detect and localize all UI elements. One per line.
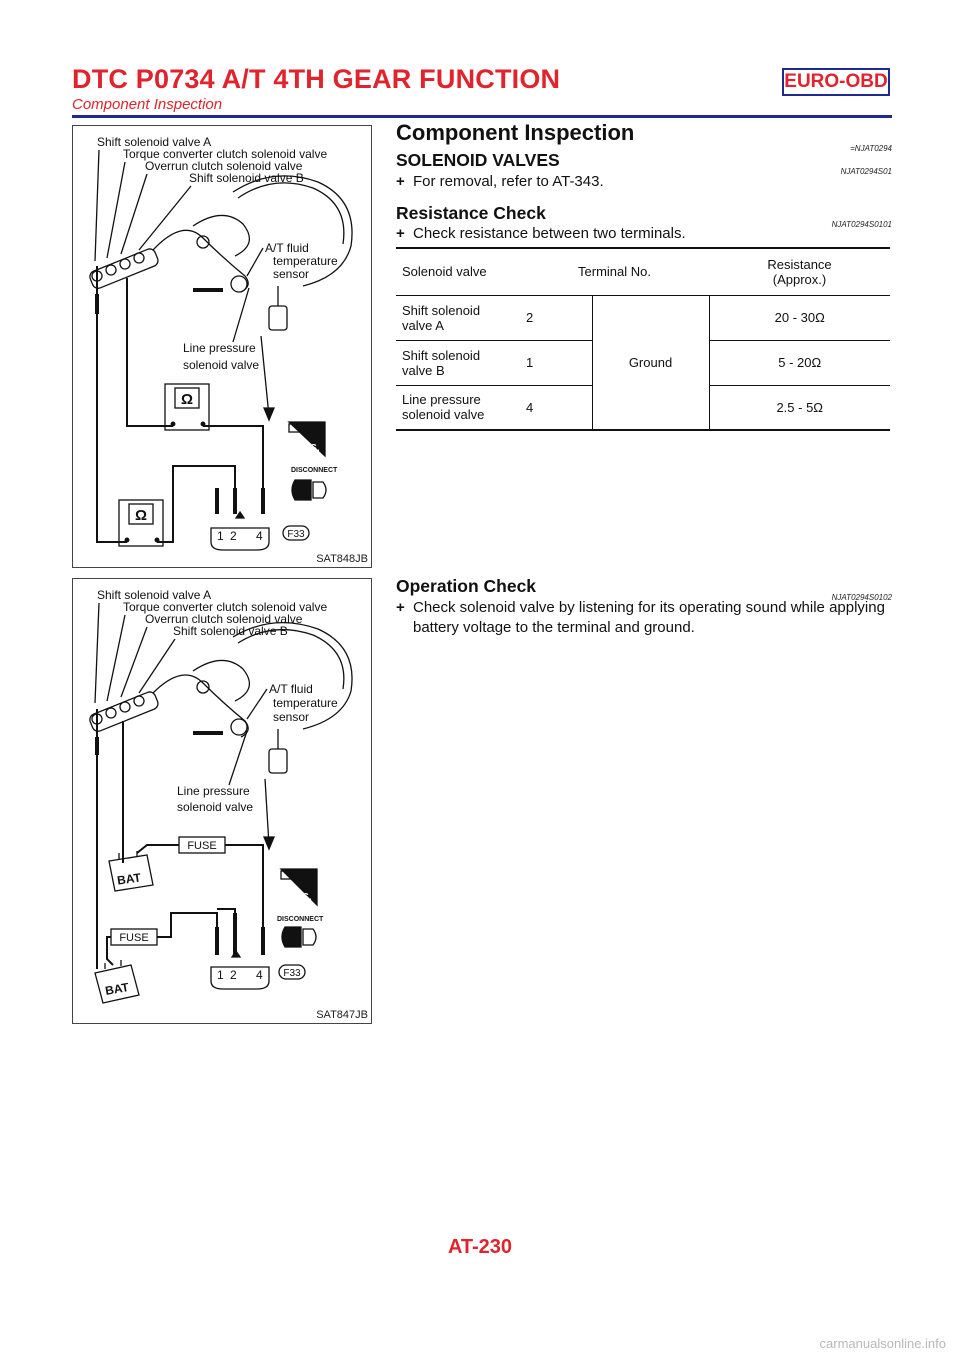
cell-ground: Ground xyxy=(592,295,709,430)
bullet-text: For removal, refer to AT-343. xyxy=(413,173,604,190)
header-terminal-no: Terminal No. xyxy=(520,248,709,295)
cell-resistance: 20 - 30Ω xyxy=(709,295,890,340)
header-rule xyxy=(72,115,892,118)
operation-check-illustration xyxy=(73,579,371,1023)
resistance-check-heading: Resistance Check xyxy=(396,203,546,223)
disconnect-icon xyxy=(282,927,316,947)
svg-text:T.S.: T.S. xyxy=(294,892,312,903)
page-header-subtitle: Component Inspection xyxy=(72,96,223,113)
cell-resistance: 5 - 20Ω xyxy=(709,340,890,385)
label-tcc-solenoid: Torque converter clutch solenoid valve xyxy=(123,600,328,614)
svg-text:T.S.: T.S. xyxy=(302,443,320,454)
label-fluid-sensor-1: A/T fluid xyxy=(265,241,309,255)
svg-text:4: 4 xyxy=(256,529,263,543)
bullet-text: Check solenoid valve by listening for its operating sound while applying battery voltage to the terminal and ground. xyxy=(413,599,885,636)
label-fluid-sensor-1: A/T fluid xyxy=(269,682,313,696)
label-fluid-sensor-2: temperature xyxy=(273,254,338,268)
component-inspection-heading: Component Inspection xyxy=(396,120,635,145)
label-fluid-sensor-3: sensor xyxy=(273,710,310,724)
battery-2 xyxy=(95,960,139,1003)
svg-text:Ω: Ω xyxy=(134,507,148,524)
label-shift-solenoid-b: Shift solenoid valve B xyxy=(173,624,288,638)
operation-check-bullet xyxy=(396,598,896,638)
label-shift-solenoid-a: Shift solenoid valve A xyxy=(97,135,212,149)
cell-terminal: 4 xyxy=(520,385,592,430)
cell-terminal: 2 xyxy=(520,295,592,340)
figure-code-sat847jb: SAT847JB xyxy=(316,1009,368,1021)
euro-obd-badge: EURO-OBD xyxy=(782,68,890,96)
cell-resistance: 2.5 - 5Ω xyxy=(709,385,890,430)
header-resistance: Resistance (Approx.) xyxy=(709,248,890,295)
svg-text:1: 1 xyxy=(217,968,224,982)
cell-valve: Line pressure solenoid valve xyxy=(396,385,520,430)
figure-code-sat848jb: SAT848JB xyxy=(316,553,368,565)
operation-check-heading: Operation Check xyxy=(396,576,537,596)
svg-text:FUSE: FUSE xyxy=(187,840,217,852)
label-fluid-sensor-3: sensor xyxy=(273,267,310,281)
solenoid-removal-bullet xyxy=(396,172,896,192)
page-number: AT-230 xyxy=(447,1236,513,1258)
battery-1 xyxy=(109,851,153,891)
watermark: carmanualsonline.info xyxy=(819,1336,946,1351)
label-line-pressure-1: Line pressure xyxy=(177,784,250,798)
page-header-title: DTC P0734 A/T 4TH GEAR FUNCTION xyxy=(72,64,561,94)
bullet-mark: + xyxy=(396,599,405,616)
svg-text:BAT: BAT xyxy=(104,980,130,998)
svg-text:FUSE: FUSE xyxy=(119,932,149,944)
connector-f33 xyxy=(211,512,309,550)
label-tcc-solenoid: Torque converter clutch solenoid valve xyxy=(123,147,328,161)
cell-valve: Shift solenoid valve A xyxy=(396,295,520,340)
label-shift-solenoid-b: Shift solenoid valve B xyxy=(189,171,304,185)
svg-text:F33: F33 xyxy=(283,968,301,979)
svg-text:2: 2 xyxy=(230,968,237,982)
label-line-pressure-2: solenoid valve xyxy=(177,800,254,814)
bullet-text: Check resistance between two terminals. xyxy=(413,225,686,242)
resistance-check-diagram xyxy=(72,125,372,568)
resistance-check-bullet xyxy=(396,224,896,244)
ref-njat0294s0101: NJAT0294S0101 xyxy=(831,220,892,229)
label-shift-solenoid-a: Shift solenoid valve A xyxy=(97,588,212,602)
label-line-pressure-2: solenoid valve xyxy=(183,358,260,372)
svg-text:BAT: BAT xyxy=(116,870,142,888)
header-solenoid-valve: Solenoid valve xyxy=(396,248,520,295)
label-disconnect: DISCONNECT xyxy=(291,467,338,474)
cell-terminal: 1 xyxy=(520,340,592,385)
ts-icon xyxy=(289,422,325,456)
bullet-mark: + xyxy=(396,225,405,242)
ref-njat0294s01: NJAT0294S01 xyxy=(840,167,892,176)
ref-njat0294: =NJAT0294 xyxy=(850,144,892,153)
resistance-table xyxy=(396,247,890,431)
ts-icon xyxy=(281,869,317,905)
ohmmeter-2 xyxy=(119,500,163,546)
resistance-check-illustration xyxy=(73,126,371,567)
svg-text:4: 4 xyxy=(256,968,263,982)
solenoid-valves-heading: SOLENOID VALVES xyxy=(396,150,560,170)
label-overrun-clutch-solenoid: Overrun clutch solenoid valve xyxy=(145,612,303,626)
svg-text:1: 1 xyxy=(217,529,224,543)
bullet-mark: + xyxy=(396,173,405,190)
label-disconnect: DISCONNECT xyxy=(277,916,324,923)
cell-valve: Shift solenoid valve B xyxy=(396,340,520,385)
table-header-row xyxy=(396,248,890,295)
svg-text:F33: F33 xyxy=(287,529,305,540)
svg-text:2: 2 xyxy=(230,529,237,543)
ohmmeter-1 xyxy=(165,384,209,430)
connector-f33 xyxy=(211,951,305,989)
fuse-1 xyxy=(179,837,225,853)
label-fluid-sensor-2: temperature xyxy=(273,696,338,710)
table-row xyxy=(396,295,890,340)
svg-text:Ω: Ω xyxy=(180,391,194,408)
disconnect-icon xyxy=(292,480,326,500)
ref-njat0294s0102: NJAT0294S0102 xyxy=(831,593,892,602)
fuse-2 xyxy=(111,929,157,945)
label-line-pressure-1: Line pressure xyxy=(183,341,256,355)
label-overrun-clutch-solenoid: Overrun clutch solenoid valve xyxy=(145,159,303,173)
operation-check-diagram xyxy=(72,578,372,1024)
